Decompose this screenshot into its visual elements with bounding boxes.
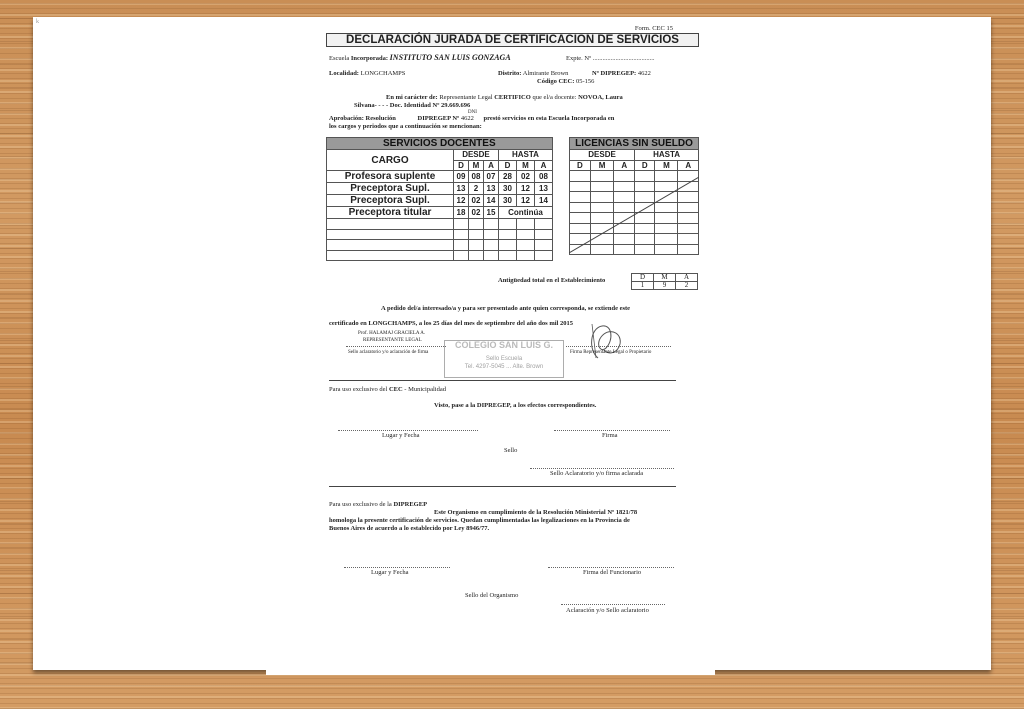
licencias-hasta-header: HASTA [635, 150, 699, 161]
dipregep-intro: Para uso exclusivo de la DIPREGEP [329, 501, 428, 508]
cec-lugar-label: Lugar y Fecha [382, 432, 420, 439]
cec-firma-label: Firma [602, 432, 618, 439]
page-tail [266, 668, 715, 675]
empty-row [327, 229, 553, 240]
section-divider [329, 486, 676, 487]
declaration-line-1: En mi carácter de: Representante Legal CERTIFICO que el/a docente: NOVOA, Laura [386, 94, 623, 101]
declaration-line-4: los cargos y periodos que a continuación se mencionan: [329, 123, 482, 130]
dma-row: D M A D M A [327, 160, 553, 171]
sello-aclaratorio-label: Sello aclaratorio y/o aclaración de firma [348, 350, 429, 355]
firma-rep-label: Firma Representante Legal o Propietario [570, 350, 652, 355]
servicios-band: SERVICIOS DOCENTES [327, 138, 553, 150]
corner-mark: k [36, 19, 39, 25]
table-row: Preceptora titular 18 02 15 Continúa [327, 207, 553, 219]
dipregep-lugar-line [344, 567, 450, 568]
certificado-line: certificado en LONGCHAMPS, a los 25 días del mes de septiembre del año dos mil 2015 [329, 320, 573, 327]
table-row: Profesora suplente 09 08 07 28 02 08 [327, 171, 553, 183]
licencias-strike-line [569, 173, 699, 255]
localidad-line: Localidad: LONGCHAMPS [329, 70, 406, 77]
declaration-line-3: Aprobación: Resolución DIPREGEP Nº 4622 prestó servicios en esta Escuela Incorporada en [329, 115, 615, 122]
dipregep-text-1: Este Organismo en cumplimiento de la Resolución Ministerial Nº 1821/78 [434, 509, 638, 516]
document-title: DECLARACIÓN JURADA DE CERTIFICACION DE SERVICIOS [326, 33, 699, 47]
hasta-header: HASTA [498, 150, 552, 161]
school-stamp: COLEGIO SAN LUIS G. Sello Escuela Tel. 4297-5045 ... Alte. Brown [444, 340, 564, 378]
antiguedad-table: D M A 1 9 2 [631, 273, 698, 290]
antiguedad-label: Antigüedad total en el Establecimiento [498, 277, 606, 284]
dipregep-aclaracion-label: Aclaración y/o Sello aclaratorio [566, 607, 649, 614]
form-id: Form. CEC 15 [634, 25, 673, 32]
section-divider [329, 380, 676, 381]
licencias-dma-row: D M A D M A [570, 160, 699, 171]
cec-visto: Visto, pase a la DIPREGEP, a los efectos correspondientes. [434, 402, 597, 409]
dipregep-text-3: Buenos Aires de acuerdo a lo establecido por Ley 8946/77. [329, 525, 490, 532]
cec-sello-label: Sello [504, 447, 518, 454]
cec-sello-aclaratorio-label: Sello Aclaratorio y/o firma aclarada [550, 470, 644, 477]
certificate-document [326, 22, 701, 652]
dipregep-firma-line [548, 567, 674, 568]
distrito-line: Distrito: Almirante Brown [498, 70, 569, 77]
signer-role: REPRESENTANTE LEGAL [363, 338, 422, 343]
dipregep-aclaracion-line [561, 604, 665, 605]
pedido-line: A pedido del/a interesado/a y para ser presentado ante quien corresponda, se extiende este [381, 305, 631, 312]
dipregep-text-2: homologa la presente certificación de servicios. Quedan cumplimentadas las legalizaciones en la Provincia de [329, 517, 630, 524]
dipregep-sello-label: Sello del Organismo [465, 592, 519, 599]
cargo-header: CARGO [327, 150, 454, 171]
cec-intro: Para uso exclusivo del CEC - Municipalidad [329, 386, 446, 393]
escuela-value: INSTITUTO SAN LUIS GONZAGA [389, 53, 511, 62]
dni-label: DNI [468, 110, 477, 115]
empty-row [327, 250, 553, 261]
declaration-line-2: Silvana- - - - Doc. Identidad Nº 29.669.696 [354, 102, 471, 109]
servicios-docentes-table [326, 137, 553, 261]
escuela-line: Escuela Incorporada: INSTITUTO SAN LUIS GONZAGA [329, 53, 511, 62]
signer-name: Prof. HALAMAJ GRACIELA A. [358, 331, 426, 336]
codigo-cec-line: Código CEC: 05-156 [537, 78, 595, 85]
desde-header: DESDE [454, 150, 499, 161]
dipregep-lugar-label: Lugar y Fecha [371, 569, 409, 576]
firma-rep-line [566, 346, 671, 347]
sello-aclaratorio-line [346, 346, 446, 347]
table-row: Preceptora Supl. 12 02 14 30 12 14 [327, 195, 553, 207]
licencias-band: LICENCIAS SIN SUELDO [570, 138, 699, 150]
cec-firma-line [554, 430, 670, 431]
cec-sello-aclaratorio-line [530, 468, 674, 469]
cec-lugar-line [338, 430, 478, 431]
dipregep-firma-label: Firma del Funcionario [583, 569, 642, 576]
empty-row [327, 219, 553, 230]
table-row: Preceptora Supl. 13 2 13 30 12 13 [327, 183, 553, 195]
dipregep-line: Nº DIPREGEP: 4622 [592, 70, 651, 77]
licencias-desde-header: DESDE [570, 150, 635, 161]
expte-line: Expte. Nº ...................................... [566, 55, 655, 62]
empty-row [327, 240, 553, 251]
